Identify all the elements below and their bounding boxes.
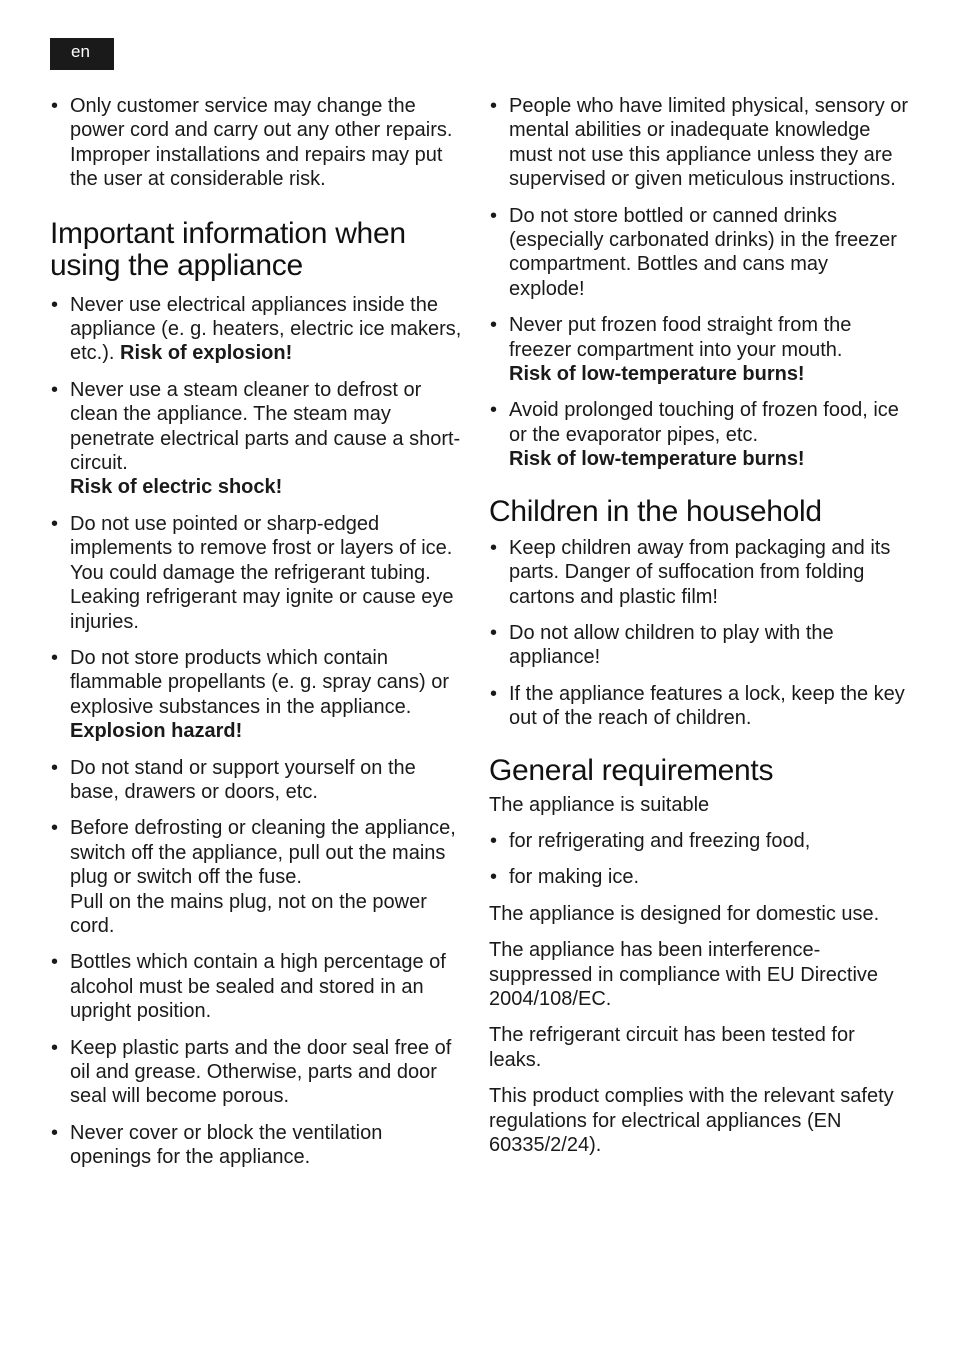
list-item (489, 94, 909, 192)
section-heading-general: General requirements (489, 753, 774, 787)
list-item (50, 378, 468, 500)
language-tab: en (50, 38, 114, 70)
list-item-text: Never use a steam cleaner to defrost or clean the appliance. The steam may penetrate electrical parts and cause a short-circuit. (70, 378, 461, 475)
list-item-text: Never use electrical appliances inside the appliance (e. g. heaters, electric ice makers, etc.). (70, 293, 462, 365)
list-item-text: Never put frozen food straight from the freezer compartment into your mouth. (509, 314, 852, 361)
list-item (50, 94, 468, 192)
list-item-text: Keep plastic parts and the door seal free of oil and grease. Otherwise, parts and door seal will become porous. (70, 1036, 452, 1108)
list-item (50, 512, 468, 634)
list-item-text: Before defrosting or cleaning the appliance, switch off the appliance, pull out the mains plug or switch off the fuse. (70, 817, 456, 889)
general-intro: The appliance is suitable (489, 793, 710, 816)
list-item-text: Only customer service may change the power cord and carry out any other repairs. Improper installations and repairs may put the user at considerable risk. (70, 95, 453, 191)
list-item-text: Do not stand or support yourself on the base, drawers or doors, etc. (70, 756, 416, 803)
warning-text: Explosion hazard! (70, 720, 243, 743)
list-item-text: Avoid prolonged touching of frozen food, ice or the evaporator pipes, etc. (509, 399, 899, 446)
section-heading-children: Children in the household (489, 494, 822, 528)
left-column (50, 94, 468, 1182)
list-item-text: Bottles which contain a high percentage of alcohol must be sealed and stored in an upright position. (70, 951, 446, 1023)
list-item-text: Do not use pointed or sharp-edged implements to remove frost or layers of ice. (70, 512, 453, 560)
general-list (489, 829, 909, 890)
warning-text: Risk of low-temperature burns! (509, 448, 805, 471)
list-item (489, 682, 909, 731)
list-item-text: Do not store products which contain flammable propellants (e. g. spray cans) or explosive substances in the appliance. (70, 646, 450, 718)
intro-list (50, 94, 468, 192)
list-item-text: Never cover or block the ventilation openings for the appliance. (70, 1121, 383, 1169)
general-paragraph: The refrigerant circuit has been tested for leaks. (489, 1024, 855, 1071)
list-item-text: for making ice. (509, 866, 640, 889)
warning-text: Risk of explosion! (120, 342, 293, 365)
list-item (50, 756, 468, 805)
right-column (489, 94, 909, 1157)
warning-text: Risk of low-temperature burns! (509, 363, 805, 386)
list-item (50, 646, 468, 744)
list-item-text: People who have limited physical, sensory or mental abilities or inadequate knowledge must not use this appliance unless they are supervised or given meticulous instructions. (509, 95, 909, 191)
section-heading-important-info: Important information when using the appliance (50, 216, 406, 282)
list-item-extra: You could damage the refrigerant tubing. Leaking refrigerant may ignite or cause eye injuries. (70, 561, 454, 633)
list-item (489, 204, 909, 302)
list-item-text: Keep children away from packaging and its parts. Danger of suffocation from folding cartons and plastic film! (509, 536, 891, 608)
list-item (489, 621, 909, 670)
list-item-text: If the appliance features a lock, keep the key out of the reach of children. (509, 682, 905, 730)
list-item (50, 1036, 468, 1109)
list-item (489, 398, 909, 471)
list-item-text: Do not store bottled or canned drinks (especially carbonated drinks) in the freezer compartment. Bottles and cans may explode! (509, 204, 897, 300)
list-item-text: Do not allow children to play with the appliance! (509, 621, 834, 669)
general-paragraph: The appliance has been interference-suppressed in compliance with EU Directive 2004/108/EC. (489, 939, 879, 1010)
list-item (489, 829, 909, 853)
list-item (50, 293, 468, 366)
general-paragraph: This product complies with the relevant safety regulations for electrical appliances (EN 60335/2/24). (489, 1085, 894, 1156)
list-item (489, 865, 909, 889)
warning-text: Risk of electric shock! (70, 476, 283, 499)
list-item (489, 313, 909, 386)
list-item-extra: Pull on the mains plug, not on the power cord. (70, 890, 427, 937)
safety-list (489, 94, 909, 472)
important-info-list (50, 293, 468, 1170)
list-item (489, 536, 909, 609)
list-item (50, 1121, 468, 1170)
list-item (50, 950, 468, 1023)
list-item (50, 816, 468, 938)
list-item-text: for refrigerating and freezing food, (509, 829, 811, 852)
children-list (489, 536, 909, 731)
general-paragraph: The appliance is designed for domestic use. (489, 902, 880, 925)
